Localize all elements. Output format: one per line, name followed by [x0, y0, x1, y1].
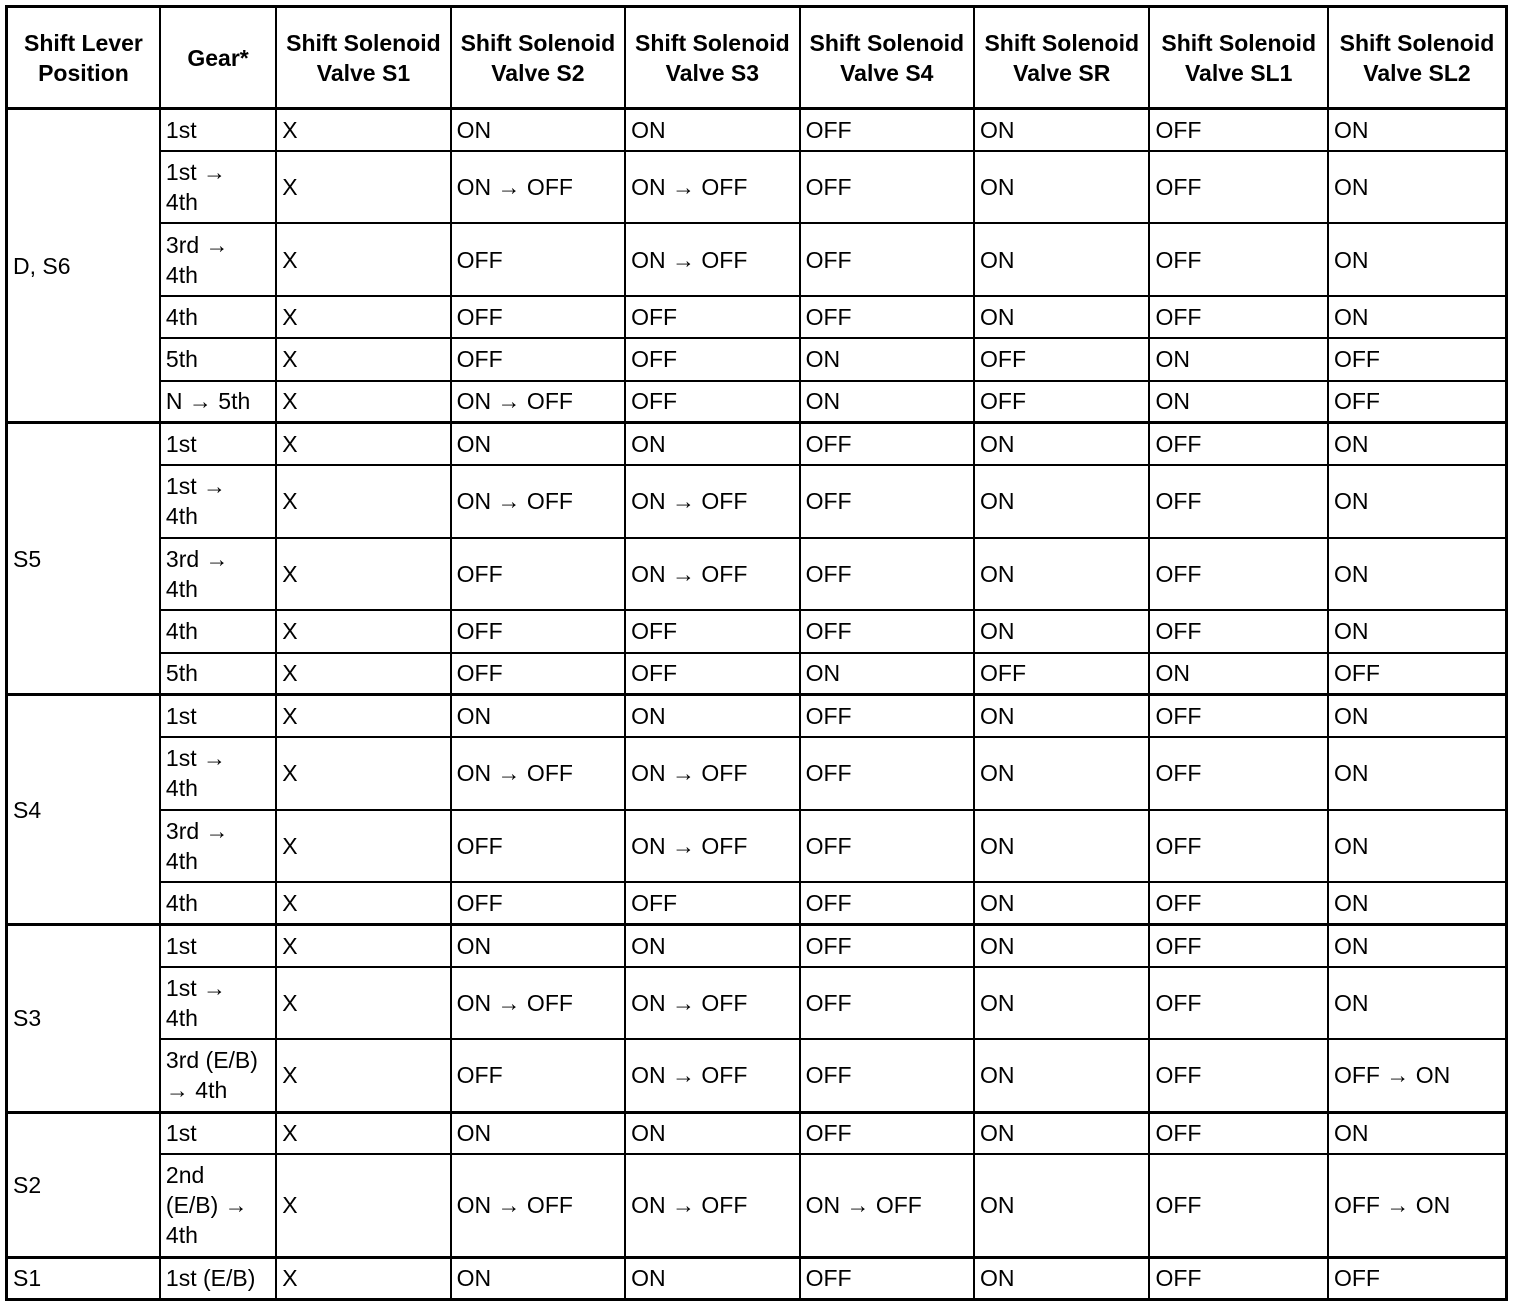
gear-cell: N → 5th — [160, 381, 276, 423]
shift-lever-position-cell: D, S6 — [7, 109, 160, 423]
solenoid-s4-state-cell: OFF — [800, 695, 974, 737]
gear-cell: 1st — [160, 695, 276, 737]
table-row — [7, 1039, 1507, 1112]
shift-lever-position-cell: S5 — [7, 423, 160, 695]
solenoid-s4-state-cell: OFF — [800, 423, 974, 465]
solenoid-sr-state-cell: OFF — [974, 653, 1149, 695]
header-solenoid-s4: Shift Solenoid Valve S4 — [800, 7, 974, 109]
solenoid-s1-state-cell: X — [276, 610, 450, 652]
solenoid-s4-state-cell: OFF — [800, 610, 974, 652]
solenoid-s2-state-cell: ON — [451, 109, 625, 151]
solenoid-s3-state-cell: ON — [625, 695, 799, 737]
solenoid-s4-state-cell: OFF — [800, 1039, 974, 1112]
gear-cell: 3rd → 4th — [160, 223, 276, 296]
solenoid-s2-state-cell: OFF — [451, 338, 625, 380]
table-row — [7, 223, 1507, 296]
solenoid-s4-state-cell: OFF — [800, 223, 974, 296]
gear-cell: 1st → 4th — [160, 465, 276, 538]
solenoid-s4-state-cell: ON → OFF — [800, 1154, 974, 1257]
solenoid-sl2-state-cell: OFF — [1328, 338, 1507, 380]
table-header — [7, 7, 1507, 109]
solenoid-s1-state-cell: X — [276, 1112, 450, 1154]
solenoid-sr-state-cell: ON — [974, 296, 1149, 338]
solenoid-s3-state-cell: OFF — [625, 338, 799, 380]
solenoid-s3-state-cell: ON — [625, 1257, 799, 1299]
solenoid-operation-table — [5, 5, 1508, 1301]
header-solenoid-s2: Shift Solenoid Valve S2 — [451, 7, 625, 109]
solenoid-sr-state-cell: ON — [974, 109, 1149, 151]
header-row — [7, 7, 1507, 109]
solenoid-s3-state-cell: OFF — [625, 653, 799, 695]
solenoid-s1-state-cell: X — [276, 882, 450, 924]
solenoid-s1-state-cell: X — [276, 151, 450, 224]
solenoid-sl2-state-cell: ON — [1328, 610, 1507, 652]
solenoid-sl1-state-cell: OFF — [1149, 610, 1327, 652]
solenoid-sl2-state-cell: ON — [1328, 109, 1507, 151]
solenoid-s2-state-cell: ON — [451, 695, 625, 737]
gear-cell: 1st (E/B) — [160, 1257, 276, 1299]
header-shift-lever-position: Shift Lever Position — [7, 7, 160, 109]
solenoid-sl2-state-cell: OFF — [1328, 653, 1507, 695]
solenoid-sr-state-cell: ON — [974, 1154, 1149, 1257]
header-solenoid-s3: Shift Solenoid Valve S3 — [625, 7, 799, 109]
header-solenoid-sl2: Shift Solenoid Valve SL2 — [1328, 7, 1507, 109]
solenoid-sl2-state-cell: ON — [1328, 465, 1507, 538]
solenoid-sr-state-cell: ON — [974, 151, 1149, 224]
table-row — [7, 109, 1507, 151]
solenoid-sl2-state-cell: ON — [1328, 296, 1507, 338]
solenoid-sr-state-cell: ON — [974, 1039, 1149, 1112]
table-row — [7, 1112, 1507, 1154]
solenoid-sl2-state-cell: ON — [1328, 737, 1507, 810]
solenoid-s3-state-cell: ON → OFF — [625, 465, 799, 538]
solenoid-s2-state-cell: ON → OFF — [451, 151, 625, 224]
solenoid-sl1-state-cell: ON — [1149, 381, 1327, 423]
solenoid-s2-state-cell: ON — [451, 423, 625, 465]
gear-cell: 4th — [160, 882, 276, 924]
solenoid-s3-state-cell: ON — [625, 109, 799, 151]
solenoid-s1-state-cell: X — [276, 423, 450, 465]
solenoid-s1-state-cell: X — [276, 338, 450, 380]
solenoid-sl1-state-cell: OFF — [1149, 538, 1327, 611]
solenoid-s4-state-cell: OFF — [800, 109, 974, 151]
table-row — [7, 1154, 1507, 1257]
solenoid-sr-state-cell: ON — [974, 423, 1149, 465]
solenoid-s4-state-cell: ON — [800, 338, 974, 380]
solenoid-s4-state-cell: OFF — [800, 1257, 974, 1299]
solenoid-sr-state-cell: ON — [974, 882, 1149, 924]
solenoid-s1-state-cell: X — [276, 653, 450, 695]
solenoid-s2-state-cell: ON → OFF — [451, 465, 625, 538]
solenoid-s1-state-cell: X — [276, 925, 450, 967]
gear-cell: 5th — [160, 653, 276, 695]
shift-lever-position-cell: S3 — [7, 925, 160, 1112]
solenoid-s3-state-cell: ON → OFF — [625, 967, 799, 1040]
solenoid-s2-state-cell: ON — [451, 1257, 625, 1299]
solenoid-sl1-state-cell: OFF — [1149, 925, 1327, 967]
solenoid-sl2-state-cell: OFF → ON — [1328, 1039, 1507, 1112]
solenoid-s4-state-cell: ON — [800, 381, 974, 423]
solenoid-s3-state-cell: ON → OFF — [625, 538, 799, 611]
solenoid-sl1-state-cell: OFF — [1149, 296, 1327, 338]
table-row — [7, 882, 1507, 924]
solenoid-sl1-state-cell: OFF — [1149, 1112, 1327, 1154]
solenoid-s4-state-cell: ON — [800, 653, 974, 695]
gear-cell: 3rd (E/B) → 4th — [160, 1039, 276, 1112]
solenoid-sl1-state-cell: OFF — [1149, 1039, 1327, 1112]
gear-cell: 4th — [160, 610, 276, 652]
solenoid-sr-state-cell: ON — [974, 610, 1149, 652]
solenoid-sl1-state-cell: OFF — [1149, 1154, 1327, 1257]
solenoid-s1-state-cell: X — [276, 296, 450, 338]
header-solenoid-sl1: Shift Solenoid Valve SL1 — [1149, 7, 1327, 109]
solenoid-sr-state-cell: ON — [974, 810, 1149, 883]
solenoid-s3-state-cell: OFF — [625, 381, 799, 423]
gear-cell: 3rd → 4th — [160, 538, 276, 611]
gear-cell: 4th — [160, 296, 276, 338]
table-row — [7, 967, 1507, 1040]
solenoid-sl2-state-cell: ON — [1328, 151, 1507, 224]
solenoid-s2-state-cell: OFF — [451, 223, 625, 296]
solenoid-sr-state-cell: ON — [974, 465, 1149, 538]
solenoid-sl2-state-cell: ON — [1328, 695, 1507, 737]
solenoid-s4-state-cell: OFF — [800, 925, 974, 967]
gear-cell: 3rd → 4th — [160, 810, 276, 883]
solenoid-s1-state-cell: X — [276, 223, 450, 296]
solenoid-s2-state-cell: OFF — [451, 810, 625, 883]
table-row — [7, 810, 1507, 883]
solenoid-sl1-state-cell: OFF — [1149, 967, 1327, 1040]
solenoid-sl1-state-cell: OFF — [1149, 109, 1327, 151]
shift-lever-position-cell: S2 — [7, 1112, 160, 1257]
solenoid-s3-state-cell: ON → OFF — [625, 810, 799, 883]
gear-cell: 1st → 4th — [160, 737, 276, 810]
solenoid-s1-state-cell: X — [276, 381, 450, 423]
solenoid-sl1-state-cell: OFF — [1149, 423, 1327, 465]
solenoid-sl2-state-cell: ON — [1328, 882, 1507, 924]
solenoid-s4-state-cell: OFF — [800, 1112, 974, 1154]
solenoid-sr-state-cell: OFF — [974, 381, 1149, 423]
header-solenoid-sr: Shift Solenoid Valve SR — [974, 7, 1149, 109]
table-row — [7, 338, 1507, 380]
header-gear: Gear* — [160, 7, 276, 109]
gear-cell: 1st — [160, 1112, 276, 1154]
solenoid-sl2-state-cell: ON — [1328, 538, 1507, 611]
table-row — [7, 737, 1507, 810]
solenoid-s4-state-cell: OFF — [800, 967, 974, 1040]
solenoid-s2-state-cell: OFF — [451, 610, 625, 652]
solenoid-sl2-state-cell: OFF → ON — [1328, 1154, 1507, 1257]
solenoid-s2-state-cell: ON — [451, 1112, 625, 1154]
table-row — [7, 296, 1507, 338]
solenoid-sl1-state-cell: OFF — [1149, 737, 1327, 810]
solenoid-sl1-state-cell: OFF — [1149, 465, 1327, 538]
solenoid-s2-state-cell: ON → OFF — [451, 1154, 625, 1257]
solenoid-s4-state-cell: OFF — [800, 882, 974, 924]
solenoid-sr-state-cell: ON — [974, 737, 1149, 810]
solenoid-sl2-state-cell: ON — [1328, 423, 1507, 465]
table-row — [7, 423, 1507, 465]
solenoid-s3-state-cell: ON → OFF — [625, 223, 799, 296]
shift-lever-position-cell: S1 — [7, 1257, 160, 1299]
solenoid-s1-state-cell: X — [276, 695, 450, 737]
gear-cell: 2nd (E/B) → 4th — [160, 1154, 276, 1257]
gear-cell: 1st → 4th — [160, 151, 276, 224]
table-row — [7, 381, 1507, 423]
solenoid-s2-state-cell: OFF — [451, 653, 625, 695]
table-row — [7, 465, 1507, 538]
solenoid-s3-state-cell: OFF — [625, 610, 799, 652]
solenoid-s1-state-cell: X — [276, 1257, 450, 1299]
solenoid-s3-state-cell: ON → OFF — [625, 1154, 799, 1257]
solenoid-sl2-state-cell: ON — [1328, 925, 1507, 967]
solenoid-sl1-state-cell: OFF — [1149, 151, 1327, 224]
solenoid-sl2-state-cell: ON — [1328, 967, 1507, 1040]
table-row — [7, 610, 1507, 652]
solenoid-s2-state-cell: OFF — [451, 1039, 625, 1112]
table-row — [7, 925, 1507, 967]
solenoid-s1-state-cell: X — [276, 465, 450, 538]
solenoid-sr-state-cell: ON — [974, 223, 1149, 296]
solenoid-sl2-state-cell: ON — [1328, 810, 1507, 883]
solenoid-s1-state-cell: X — [276, 1039, 450, 1112]
solenoid-sl2-state-cell: OFF — [1328, 381, 1507, 423]
table-row — [7, 538, 1507, 611]
solenoid-s2-state-cell: OFF — [451, 882, 625, 924]
solenoid-s2-state-cell: ON → OFF — [451, 967, 625, 1040]
solenoid-s4-state-cell: OFF — [800, 810, 974, 883]
solenoid-sl1-state-cell: OFF — [1149, 223, 1327, 296]
solenoid-s2-state-cell: OFF — [451, 538, 625, 611]
gear-cell: 1st — [160, 925, 276, 967]
solenoid-sl1-state-cell: OFF — [1149, 1257, 1327, 1299]
solenoid-sr-state-cell: ON — [974, 1112, 1149, 1154]
solenoid-sl1-state-cell: OFF — [1149, 810, 1327, 883]
table-row — [7, 1257, 1507, 1299]
solenoid-sl2-state-cell: OFF — [1328, 1257, 1507, 1299]
solenoid-s4-state-cell: OFF — [800, 296, 974, 338]
solenoid-s3-state-cell: OFF — [625, 296, 799, 338]
solenoid-s1-state-cell: X — [276, 538, 450, 611]
solenoid-s1-state-cell: X — [276, 1154, 450, 1257]
solenoid-s3-state-cell: OFF — [625, 882, 799, 924]
solenoid-s3-state-cell: ON — [625, 1112, 799, 1154]
header-solenoid-s1: Shift Solenoid Valve S1 — [276, 7, 450, 109]
solenoid-s1-state-cell: X — [276, 967, 450, 1040]
solenoid-s2-state-cell: ON → OFF — [451, 737, 625, 810]
table-row — [7, 653, 1507, 695]
solenoid-s4-state-cell: OFF — [800, 737, 974, 810]
gear-cell: 1st — [160, 109, 276, 151]
solenoid-s3-state-cell: ON — [625, 423, 799, 465]
solenoid-s2-state-cell: ON → OFF — [451, 381, 625, 423]
gear-cell: 1st → 4th — [160, 967, 276, 1040]
solenoid-sr-state-cell: OFF — [974, 338, 1149, 380]
shift-lever-position-cell: S4 — [7, 695, 160, 925]
solenoid-sl2-state-cell: ON — [1328, 223, 1507, 296]
solenoid-s4-state-cell: OFF — [800, 538, 974, 611]
solenoid-s2-state-cell: OFF — [451, 296, 625, 338]
solenoid-sr-state-cell: ON — [974, 1257, 1149, 1299]
solenoid-s3-state-cell: ON → OFF — [625, 151, 799, 224]
gear-cell: 5th — [160, 338, 276, 380]
solenoid-sl1-state-cell: ON — [1149, 653, 1327, 695]
solenoid-sl1-state-cell: OFF — [1149, 695, 1327, 737]
solenoid-sl1-state-cell: ON — [1149, 338, 1327, 380]
solenoid-sl1-state-cell: OFF — [1149, 882, 1327, 924]
gear-cell: 1st — [160, 423, 276, 465]
solenoid-s2-state-cell: ON — [451, 925, 625, 967]
table-body — [7, 109, 1507, 1300]
solenoid-s1-state-cell: X — [276, 737, 450, 810]
solenoid-sr-state-cell: ON — [974, 925, 1149, 967]
table-row — [7, 151, 1507, 224]
solenoid-sr-state-cell: ON — [974, 538, 1149, 611]
solenoid-sl2-state-cell: ON — [1328, 1112, 1507, 1154]
solenoid-sr-state-cell: ON — [974, 695, 1149, 737]
solenoid-s4-state-cell: OFF — [800, 151, 974, 224]
solenoid-s3-state-cell: ON — [625, 925, 799, 967]
solenoid-sr-state-cell: ON — [974, 967, 1149, 1040]
solenoid-s1-state-cell: X — [276, 109, 450, 151]
solenoid-s3-state-cell: ON → OFF — [625, 1039, 799, 1112]
table-row — [7, 695, 1507, 737]
solenoid-s1-state-cell: X — [276, 810, 450, 883]
solenoid-s3-state-cell: ON → OFF — [625, 737, 799, 810]
solenoid-s4-state-cell: OFF — [800, 465, 974, 538]
